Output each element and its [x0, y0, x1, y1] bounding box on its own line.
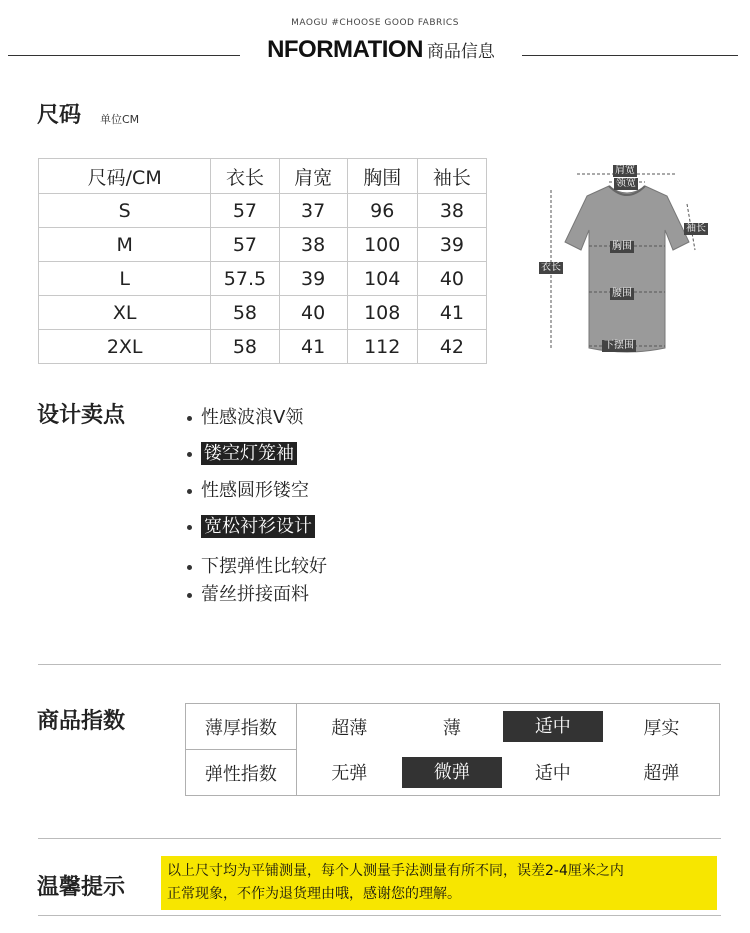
index-row-elasticity	[186, 750, 720, 796]
garment-measurement-diagram	[537, 160, 717, 360]
index-heading: 商品指数	[37, 709, 126, 734]
length-cell: 57	[211, 194, 279, 228]
feature-item	[187, 439, 297, 465]
size-unit-label: 单位CM	[100, 113, 140, 126]
section-header	[240, 36, 522, 64]
tips-notice-box	[161, 856, 717, 910]
header-rule-left	[8, 55, 240, 56]
index-row-label: 弹性指数	[186, 750, 297, 796]
table-row	[39, 296, 487, 330]
hem-label: 下摆围	[604, 340, 634, 351]
index-row-thickness	[186, 704, 720, 750]
column-header: 肩宽	[279, 159, 347, 194]
tshirt-icon	[537, 160, 717, 360]
feature-text: 性感波浪V领	[201, 407, 304, 428]
design-heading: 设计卖点	[37, 403, 126, 428]
feature-text: 性感圆形镂空	[201, 480, 309, 501]
sleeve-cell: 39	[417, 228, 486, 262]
size-heading: 尺码	[37, 103, 82, 128]
section-divider	[38, 838, 721, 839]
size-cell: M	[39, 228, 211, 262]
index-option: 无弹	[296, 750, 402, 796]
size-table	[38, 158, 487, 364]
column-header: 胸围	[347, 159, 417, 194]
length-cell: 57.5	[211, 262, 279, 296]
index-option: 薄	[402, 704, 502, 750]
feature-item	[187, 476, 309, 502]
shoulder-cell: 40	[279, 296, 347, 330]
chest-cell: 112	[347, 330, 417, 364]
index-option-selected: 适中	[502, 704, 604, 750]
feature-text: 下摆弹性比较好	[201, 556, 327, 577]
index-option: 超薄	[296, 704, 402, 750]
table-row	[39, 262, 487, 296]
index-option-selected: 微弹	[402, 750, 502, 796]
length-cell: 57	[211, 228, 279, 262]
feature-text-highlighted: 镂空灯笼袖	[201, 442, 297, 465]
feature-item	[187, 512, 315, 538]
collar-label: 领宽	[616, 178, 636, 189]
bullet-icon	[187, 452, 192, 457]
column-header: 尺码/CM	[39, 159, 211, 194]
bullet-icon	[187, 525, 192, 530]
shoulder-cell: 37	[279, 194, 347, 228]
header-rule-right	[522, 55, 738, 56]
product-index-table	[185, 703, 720, 796]
length-label: 衣长	[541, 262, 561, 273]
header-title-en: NFORMATION	[267, 36, 423, 63]
section-divider	[38, 664, 721, 665]
sleeve-cell: 41	[417, 296, 486, 330]
feature-text-highlighted: 宽松衬衫设计	[201, 515, 315, 538]
table-row	[39, 194, 487, 228]
length-cell: 58	[211, 296, 279, 330]
sleeve-label: 袖长	[686, 223, 706, 234]
index-option: 超弹	[604, 750, 720, 796]
chest-label: 胸围	[612, 241, 632, 252]
shoulder-cell: 41	[279, 330, 347, 364]
tips-line: 正常现象，不作为退货理由哦，感谢您的理解。	[167, 886, 461, 902]
index-row-label: 薄厚指数	[186, 704, 297, 750]
size-cell: 2XL	[39, 330, 211, 364]
size-cell: L	[39, 262, 211, 296]
bullet-icon	[187, 565, 192, 570]
shoulder-cell: 39	[279, 262, 347, 296]
index-option: 厚实	[604, 704, 720, 750]
feature-item	[187, 552, 327, 578]
sleeve-cell: 42	[417, 330, 486, 364]
column-header: 衣长	[211, 159, 279, 194]
size-cell: S	[39, 194, 211, 228]
header-title-cn: 商品信息	[426, 42, 495, 62]
table-row	[39, 330, 487, 364]
feature-item	[187, 580, 309, 606]
feature-text: 蕾丝拼接面料	[201, 584, 309, 605]
index-option: 适中	[502, 750, 604, 796]
bullet-icon	[187, 489, 192, 494]
tips-heading: 温馨提示	[37, 875, 126, 900]
shoulder-label: 肩宽	[615, 165, 635, 176]
brand-tagline: MAOGU #CHOOSE GOOD FABRICS	[291, 18, 459, 28]
size-table-header-row	[39, 159, 487, 194]
shoulder-cell: 38	[279, 228, 347, 262]
chest-cell: 104	[347, 262, 417, 296]
length-cell: 58	[211, 330, 279, 364]
table-row	[39, 228, 487, 262]
size-cell: XL	[39, 296, 211, 330]
chest-cell: 100	[347, 228, 417, 262]
bullet-icon	[187, 593, 192, 598]
bullet-icon	[187, 416, 192, 421]
tips-text	[167, 860, 715, 906]
column-header: 袖长	[417, 159, 486, 194]
section-divider	[38, 915, 721, 916]
chest-cell: 96	[347, 194, 417, 228]
feature-item	[187, 403, 303, 429]
waist-label: 腰围	[612, 288, 632, 299]
tips-line: 以上尺寸均为平铺测量，每个人测量手法测量有所不同，误差2-4厘米之内	[167, 863, 624, 879]
chest-cell: 108	[347, 296, 417, 330]
sleeve-cell: 40	[417, 262, 486, 296]
sleeve-cell: 38	[417, 194, 486, 228]
